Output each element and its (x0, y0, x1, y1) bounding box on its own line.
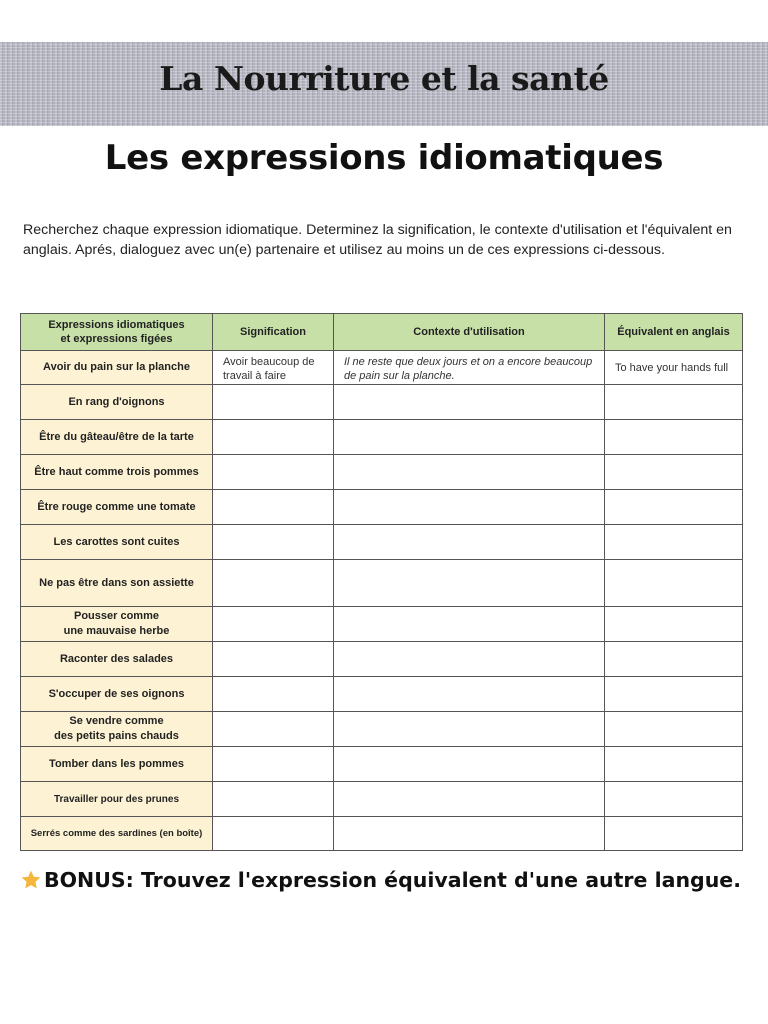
signification-cell[interactable] (213, 607, 334, 642)
expression-cell: Être haut comme trois pommes (21, 455, 213, 490)
expression-cell: Travailler pour des prunes (21, 782, 213, 817)
expression-cell: Raconter des salades (21, 642, 213, 677)
equivalent-cell[interactable]: To have your hands full (605, 351, 743, 385)
signification-cell[interactable] (213, 817, 334, 851)
expression-cell: En rang d'oignons (21, 385, 213, 420)
signification-cell[interactable] (213, 677, 334, 712)
contexte-cell[interactable] (334, 455, 605, 490)
header-expressions: Expressions idiomatiques et expressions figées (21, 314, 213, 351)
equivalent-cell[interactable] (605, 490, 743, 525)
table-row (21, 817, 743, 851)
signification-cell[interactable] (213, 747, 334, 782)
contexte-cell[interactable]: Il ne reste que deux jours et on a encore beaucoup de pain sur la planche. (334, 351, 605, 385)
table-header-row (21, 314, 743, 351)
equivalent-cell[interactable] (605, 677, 743, 712)
signification-cell[interactable]: Avoir beaucoup de travail à faire (213, 351, 334, 385)
signification-cell[interactable] (213, 385, 334, 420)
bonus-text: BONUS: Trouvez l'expression équivalent d'une autre langue. (44, 868, 741, 892)
table-row (21, 525, 743, 560)
equivalent-cell[interactable] (605, 817, 743, 851)
expression-cell: Ne pas être dans son assiette (21, 560, 213, 607)
contexte-cell[interactable] (334, 490, 605, 525)
signification-cell[interactable] (213, 560, 334, 607)
table-row (21, 677, 743, 712)
table-row (21, 420, 743, 455)
expression-cell: Avoir du pain sur la planche (21, 351, 213, 385)
equivalent-cell[interactable] (605, 747, 743, 782)
contexte-cell[interactable] (334, 525, 605, 560)
expression-cell: Serrés comme des sardines (en boîte) (21, 817, 213, 851)
equivalent-cell[interactable] (605, 525, 743, 560)
banner-title: La Nourriture et la santé (159, 59, 609, 98)
contexte-cell[interactable] (334, 607, 605, 642)
page-title: Les expressions idiomatiques (104, 138, 664, 178)
instructions-text: Recherchez chaque expression idiomatique. Determinez la signification, le contexte d'utilisation et l'équivalent en anglais. Aprés, dialoguez avec un(e) partenaire et utilisez au moins un de ces expressions ci-dessous. (23, 222, 732, 258)
table-row (21, 747, 743, 782)
contexte-cell[interactable] (334, 782, 605, 817)
signification-cell[interactable] (213, 525, 334, 560)
equivalent-cell[interactable] (605, 607, 743, 642)
expression-cell: S'occuper de ses oignons (21, 677, 213, 712)
header-contexte: Contexte d'utilisation (334, 314, 605, 351)
header-equivalent: Équivalent en anglais (605, 314, 743, 351)
bonus-line (20, 868, 741, 892)
equivalent-cell[interactable] (605, 712, 743, 747)
table-row (21, 455, 743, 490)
signification-cell[interactable] (213, 782, 334, 817)
table-row (21, 782, 743, 817)
table-row (21, 385, 743, 420)
table-row (21, 607, 743, 642)
contexte-cell[interactable] (334, 560, 605, 607)
equivalent-cell[interactable] (605, 642, 743, 677)
idioms-table (20, 313, 743, 851)
signification-cell[interactable] (213, 712, 334, 747)
expression-cell: Tomber dans les pommes (21, 747, 213, 782)
signification-cell[interactable] (213, 642, 334, 677)
signification-cell[interactable] (213, 490, 334, 525)
contexte-cell[interactable] (334, 712, 605, 747)
signification-cell[interactable] (213, 420, 334, 455)
expression-cell: Les carottes sont cuites (21, 525, 213, 560)
contexte-cell[interactable] (334, 642, 605, 677)
table-row (21, 560, 743, 607)
contexte-cell[interactable] (334, 420, 605, 455)
expression-cell: Pousser comme une mauvaise herbe (21, 607, 213, 642)
table-row (21, 490, 743, 525)
expression-cell: Se vendre comme des petits pains chauds (21, 712, 213, 747)
contexte-cell[interactable] (334, 385, 605, 420)
equivalent-cell[interactable] (605, 560, 743, 607)
table-row (21, 642, 743, 677)
equivalent-cell[interactable] (605, 385, 743, 420)
expression-cell: Être du gâteau/être de la tarte (21, 420, 213, 455)
equivalent-cell[interactable] (605, 455, 743, 490)
contexte-cell[interactable] (334, 817, 605, 851)
star-icon (20, 869, 42, 891)
table-row (21, 351, 743, 385)
signification-cell[interactable] (213, 455, 334, 490)
contexte-cell[interactable] (334, 747, 605, 782)
table-row (21, 712, 743, 747)
contexte-cell[interactable] (334, 677, 605, 712)
equivalent-cell[interactable] (605, 782, 743, 817)
expression-cell: Être rouge comme une tomate (21, 490, 213, 525)
equivalent-cell[interactable] (605, 420, 743, 455)
header-signification: Signification (213, 314, 334, 351)
